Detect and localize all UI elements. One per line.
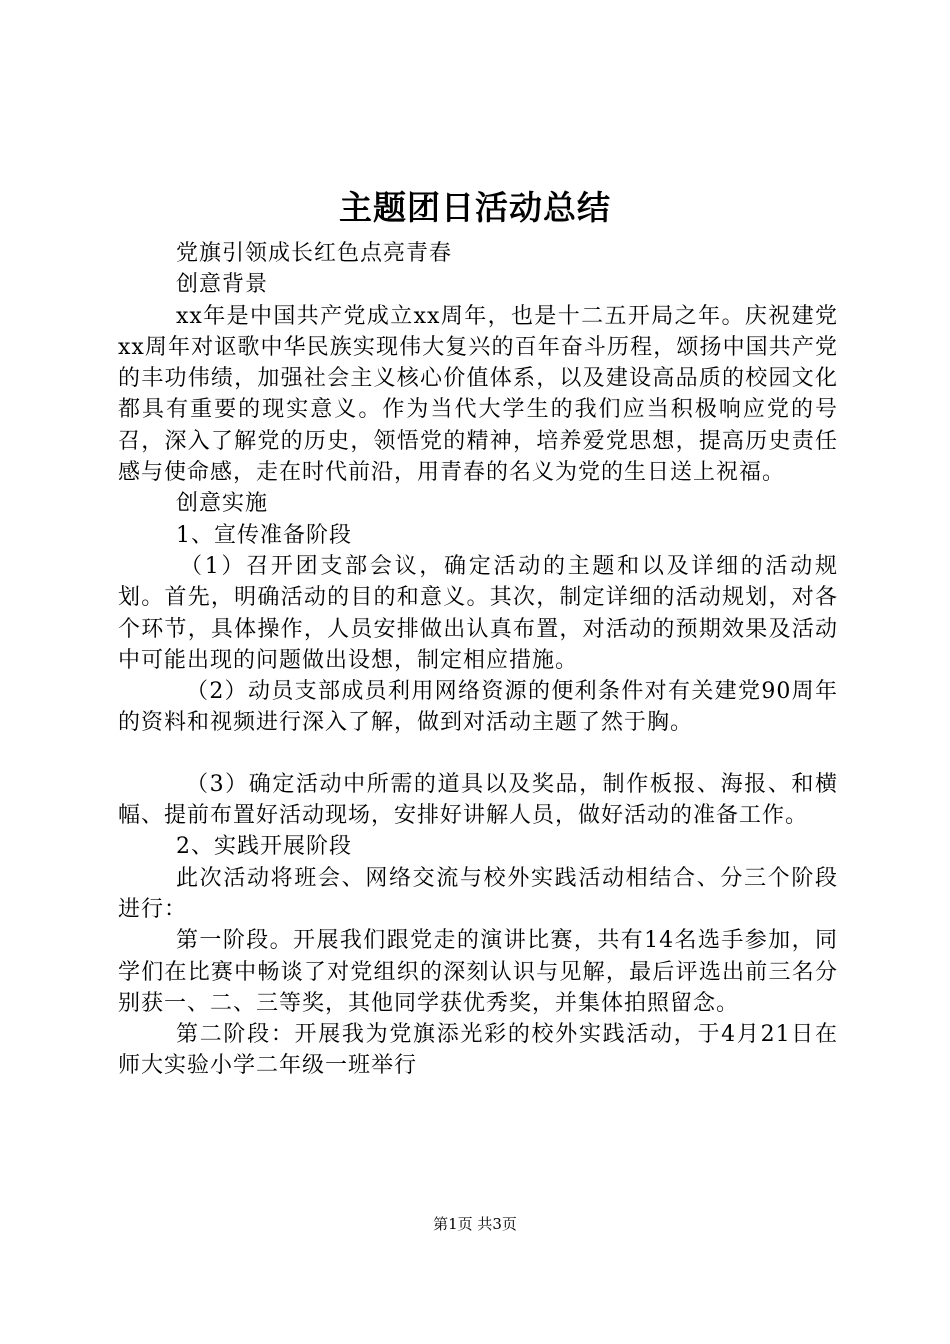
preparation-item-2: （2）动员支部成员利用网络资源的便利条件对有关建党90周年的资料和视频进行深入了解，做到对活动主题了然于胸。 (118, 679, 838, 736)
section-heading-background: 创意背景 (176, 272, 269, 298)
document-body (118, 238, 838, 1082)
section-heading-implementation: 创意实施 (176, 491, 269, 517)
page-footer: 第1页 共3页 (433, 1215, 517, 1233)
background-paragraph: xx年是中国共产党成立xx周年，也是十二五开局之年。庆祝建党xx周年对讴歌中华民族实现伟大复兴的百年奋斗历程，颂扬中国共产党的丰功伟绩，加强社会主义核心价值体系，以及建设高品质的校园文化都具有重要的现实意义。作为当代大学生的我们应当积极响应党的号召，深入了解党的历史，领悟党的精神，培养爱党思想，提高历史责任感与使命感，走在时代前沿，用青春的名义为党的生日送上祝福。 (118, 303, 838, 486)
preparation-item-3: （3）确定活动中所需的道具以及奖品，制作板报、海报、和横幅、提前布置好活动现场，安排好讲解人员，做好活动的准备工作。 (118, 771, 838, 829)
stage-heading-preparation: 1、宣传准备阶段 (176, 522, 352, 548)
practice-intro-paragraph: 此次活动将班会、网络交流与校外实践活动相结合、分三个阶段进行： (118, 865, 838, 922)
subtitle-paragraph: 党旗引领成长红色点亮青春 (176, 241, 453, 266)
preparation-item-1: （1）召开团支部会议，确定活动的主题和以及详细的活动规划。首先，明确活动的目的和意义。其次，制定详细的活动规划，对各个环节，具体操作，人员安排做出认真布置，对活动的预期效果及活动中可能出现的问题做出设想，制定相应措施。 (118, 553, 838, 673)
practice-phase-1: 第一阶段。开展我们跟党走的演讲比赛，共有14名选手参加，同学们在比赛中畅谈了对党组织的深刻认识与见解，最后评选出前三名分别获一、二、三等奖，其他同学获优秀奖，并集体拍照留念。 (118, 928, 838, 1016)
stage-heading-practice: 2、实践开展阶段 (176, 834, 352, 860)
document-title: 主题团日活动总结 (339, 188, 611, 227)
practice-phase-2: 第二阶段：开展我为党旗添光彩的校外实践活动，于4月21日在师大实验小学二年级一班举行 (118, 1022, 838, 1079)
